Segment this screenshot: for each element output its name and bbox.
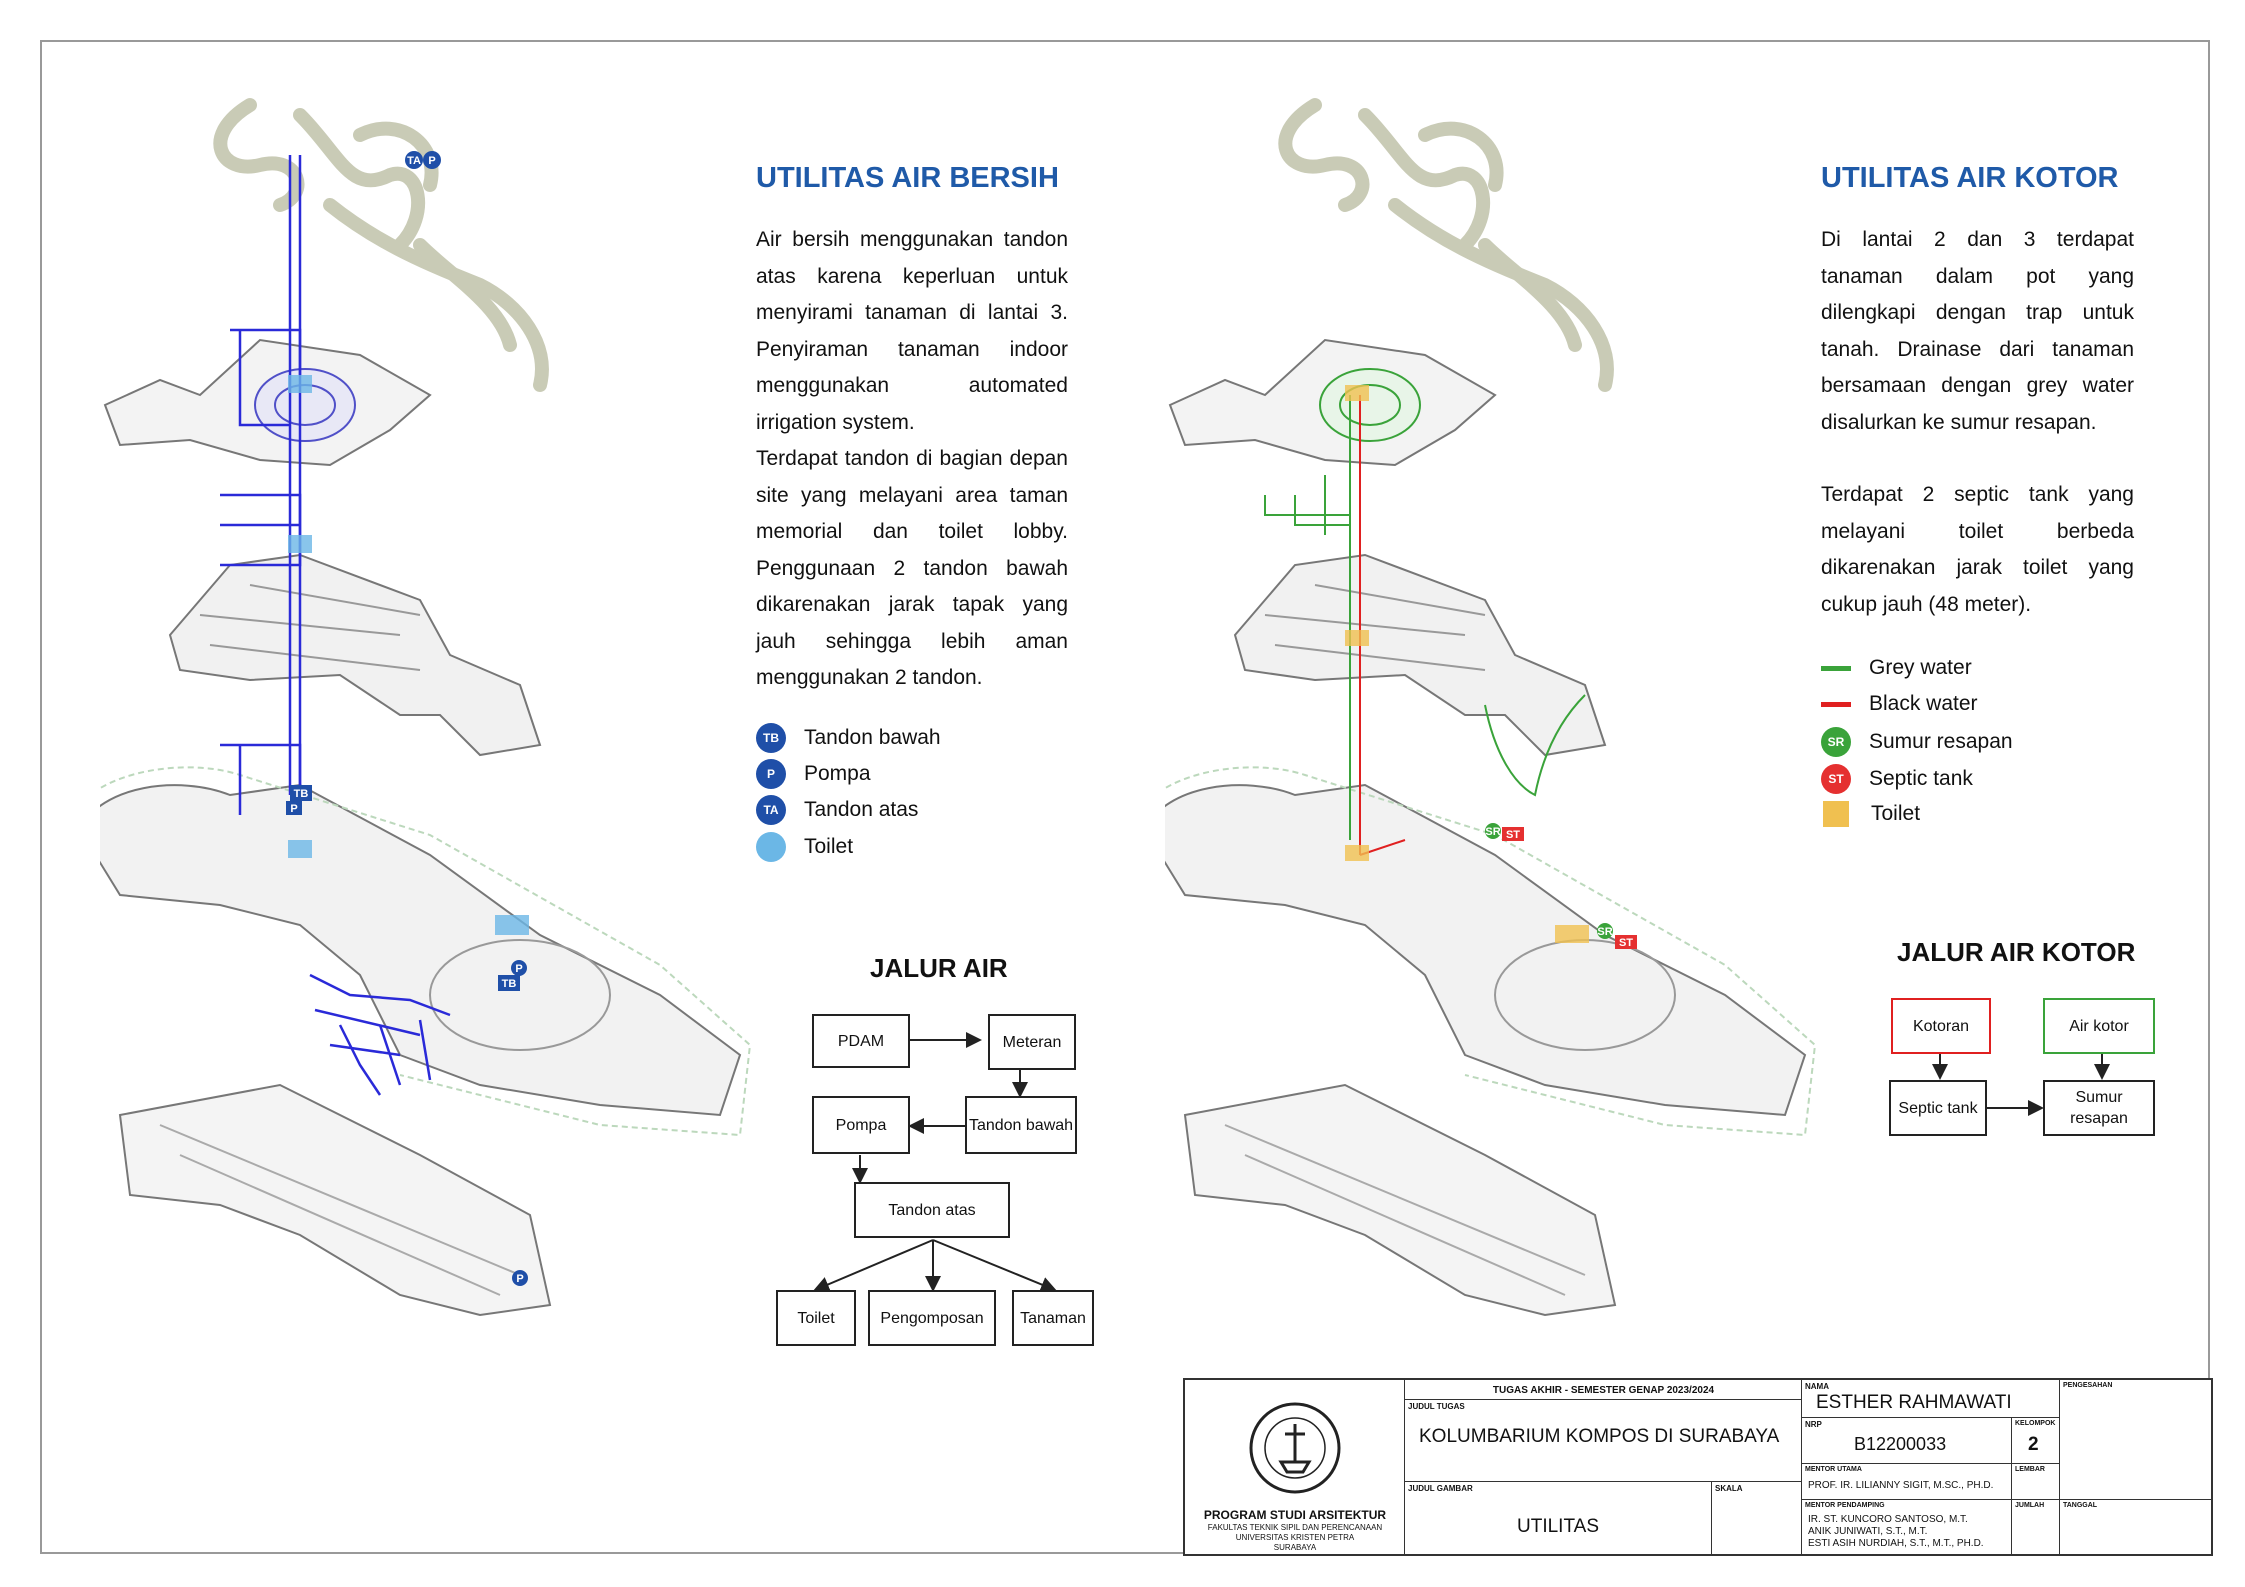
mentor-pendamping-1: IR. ST. KUNCORO SANTOSO, M.T. [1808, 1514, 1968, 1525]
judul-gambar-value: UTILITAS [1517, 1516, 1599, 1537]
mentor-utama-value: PROF. IR. LILIANNY SIGIT, M.SC., PH.D. [1808, 1480, 1994, 1491]
toilet-l2 [1345, 630, 1369, 646]
nama-value: ESTHER RAHMAWATI [1816, 1392, 2012, 1413]
jalur-air-title: JALUR AIR [870, 953, 1008, 983]
level-2-floor [170, 555, 540, 755]
flow-pdam: PDAM [812, 1014, 910, 1068]
judul-tugas-cell [1405, 1400, 1802, 1482]
marker-p-2: P [515, 963, 523, 975]
flow-pompa: Pompa [812, 1096, 910, 1154]
marker-st-1: ST [1505, 829, 1521, 841]
legend-label: Tandon bawah [804, 726, 941, 749]
mentor-utama-cell [1802, 1464, 2012, 1500]
legend-label: Grey water [1869, 656, 1972, 679]
pengesahan-label: PENGESAHAN [2063, 1382, 2113, 1389]
mentor-pendamping-cell [1802, 1500, 2012, 1556]
tanggal-cell [2060, 1500, 2211, 1556]
flow-meteran: Meteran [988, 1014, 1076, 1070]
waste-water-paragraph-1: Di lantai 2 dan 3 terdapat tanaman dalam pot yang dilengkapi dengan trap untuk tanah. Drainase dari tanaman bersamaan dengan grey water disalurkan ke sumur resapan. [1821, 228, 2134, 434]
kelompok-cell [2012, 1418, 2060, 1464]
toilet-lobby [1555, 925, 1589, 943]
flow-septic-tank: Septic tank [1889, 1080, 1987, 1136]
waste-water-paragraph-2: Terdapat 2 septic tank yang melayani toilet berbeda dikarenakan jarak toilet yang cukup jauh (48 meter). [1821, 483, 2134, 616]
city-label: SURABAYA [1273, 1543, 1317, 1552]
legend-label: Black water [1869, 692, 1978, 715]
toilet-l3 [1345, 385, 1369, 401]
task-cell [1405, 1380, 1802, 1400]
legend-sumur-resapan [1821, 727, 2013, 757]
legend-tandon-bawah [756, 723, 941, 753]
legend-pompa [756, 759, 871, 789]
jumlah-label: JUMLAH [2015, 1502, 2045, 1509]
legend-grey-water [1821, 656, 1972, 680]
clean-water-paragraph-2: Terdapat tandon di bagian depan site yang melayani area taman memorial dan toilet lobby. Penggunaan 2 tandon bawah dikarenakan jarak tapak yang jauh sehingga lebih aman menggunakan 2 tandon. [756, 447, 1068, 689]
judul-gambar-label: JUDUL GAMBAR [1408, 1484, 1473, 1493]
mentor-pendamping-2: ANIK JUNIWATI, S.T., M.T. [1808, 1526, 1928, 1537]
legend-label: Septic tank [1869, 767, 1973, 790]
judul-tugas-value: KOLUMBARIUM KOMPOS DI SURABAYA [1419, 1426, 1780, 1447]
nama-label: NAMA [1805, 1382, 1829, 1391]
lembar-cell [2012, 1464, 2060, 1500]
septic-tank-icon: ST [1821, 764, 1851, 794]
jumlah-cell [2012, 1500, 2060, 1556]
logo-cell [1185, 1380, 1405, 1556]
tandon-bawah-icon: TB [756, 723, 786, 753]
marker-ta-top: TA [407, 155, 421, 167]
mentor-utama-label: MENTOR UTAMA [1805, 1466, 1862, 1473]
flow-tandon-bawah: Tandon bawah [965, 1096, 1077, 1154]
skala-label: SKALA [1715, 1484, 1743, 1493]
legend-label: Toilet [804, 835, 854, 858]
legend-toilet [1821, 801, 1920, 827]
pengesahan-cell [2060, 1380, 2211, 1500]
flow-toilet: Toilet [776, 1290, 856, 1346]
flow-tandon-atas: Tandon atas [854, 1182, 1010, 1238]
flow-pengomposan: Pengomposan [868, 1290, 996, 1346]
marker-sr-2: SR [1597, 926, 1613, 938]
marker-st-2: ST [1618, 937, 1634, 949]
toilet-l2 [288, 535, 312, 553]
basement-floor [1185, 1085, 1615, 1315]
waste-water-isometric-drawing [1165, 95, 1825, 1325]
flow-tanaman: Tanaman [1012, 1290, 1094, 1346]
legend-label: Toilet [1871, 802, 1921, 825]
marker-tb-1: TB [293, 788, 309, 800]
tandon-atas-icon: TA [756, 795, 786, 825]
title-block [1183, 1378, 2213, 1556]
sumur-resapan-icon: SR [1821, 727, 1851, 757]
nrp-value: B12200033 [1854, 1434, 1947, 1454]
level-2-floor [1235, 555, 1605, 795]
marker-p-basement: P [516, 1273, 524, 1285]
jalur-air-kotor-title: JALUR AIR KOTOR [1897, 937, 2136, 967]
pompa-icon: P [756, 759, 786, 789]
legend-toilet [756, 832, 853, 862]
level-3-floor [1170, 340, 1495, 465]
marker-sr-1: SR [1485, 826, 1501, 838]
basement-floor [120, 1085, 550, 1315]
mentor-pendamping-3: ESTI ASIH NURDIAH, S.T., M.T., PH.D. [1808, 1538, 1984, 1549]
judul-gambar-cell [1405, 1482, 1712, 1556]
clean-water-title: UTILITAS AIR BERSIH [756, 162, 1059, 194]
flow-sumur-resapan: Sumur resapan [2043, 1080, 2155, 1136]
kelompok-label: KELOMPOK [2015, 1420, 2056, 1427]
legend-label: Tandon atas [804, 798, 919, 821]
university-seal-icon [1247, 1400, 1343, 1496]
program-label: PROGRAM STUDI ARSITEKTUR [1203, 1508, 1387, 1522]
legend-black-water [1821, 692, 1978, 716]
marker-p-1: P [290, 803, 298, 815]
lembar-label: LEMBAR [2015, 1466, 2045, 1473]
kelompok-value: 2 [2028, 1434, 2039, 1455]
nrp-cell [1802, 1418, 2012, 1464]
toilet-l1 [288, 840, 312, 858]
level-1-floor [1165, 767, 1815, 1135]
marker-p-top: P [428, 155, 436, 167]
waste-water-title: UTILITAS AIR KOTOR [1821, 162, 2119, 194]
marker-tb-2: TB [501, 978, 517, 990]
tanggal-label: TANGGAL [2063, 1502, 2098, 1509]
clean-water-paragraph-1: Air bersih menggunakan tandon atas karena keperluan untuk menyirami tanaman di lantai 3. Penyiraman tanaman indoor menggunakan automated irrigation system. [756, 228, 1068, 434]
judul-tugas-label: JUDUL TUGAS [1408, 1402, 1465, 1411]
level-3-floor [105, 340, 430, 465]
legend-label: Sumur resapan [1869, 730, 2013, 753]
level-1-floor [100, 767, 750, 1135]
task-label: TUGAS AKHIR - SEMESTER GENAP 2023/2024 [1492, 1385, 1715, 1396]
flow-kotoran: Kotoran [1891, 998, 1991, 1054]
university-label: UNIVERSITAS KRISTEN PETRA [1235, 1533, 1355, 1542]
nama-cell [1802, 1380, 2060, 1418]
black-water-line-icon [1821, 702, 1851, 707]
clean-water-isometric-drawing [100, 95, 760, 1325]
legend-tandon-atas [756, 795, 918, 825]
toilet-l3 [288, 375, 312, 393]
flow-air-kotor: Air kotor [2043, 998, 2155, 1054]
toilet-square-icon [1823, 801, 1849, 827]
mentor-pendamping-label: MENTOR PENDAMPING [1805, 1502, 1885, 1509]
toilet-lobby [495, 915, 529, 935]
legend-septic-tank [1821, 764, 1973, 794]
faculty-label: FAKULTAS TEKNIK SIPIL DAN PERENCANAAN [1207, 1523, 1383, 1532]
legend-label: Pompa [804, 762, 871, 785]
skala-cell [1712, 1482, 1802, 1556]
toilet-icon [756, 832, 786, 862]
grey-water-line-icon [1821, 666, 1851, 671]
toilet-l1 [1345, 845, 1369, 861]
nrp-label: NRP [1805, 1420, 1822, 1429]
